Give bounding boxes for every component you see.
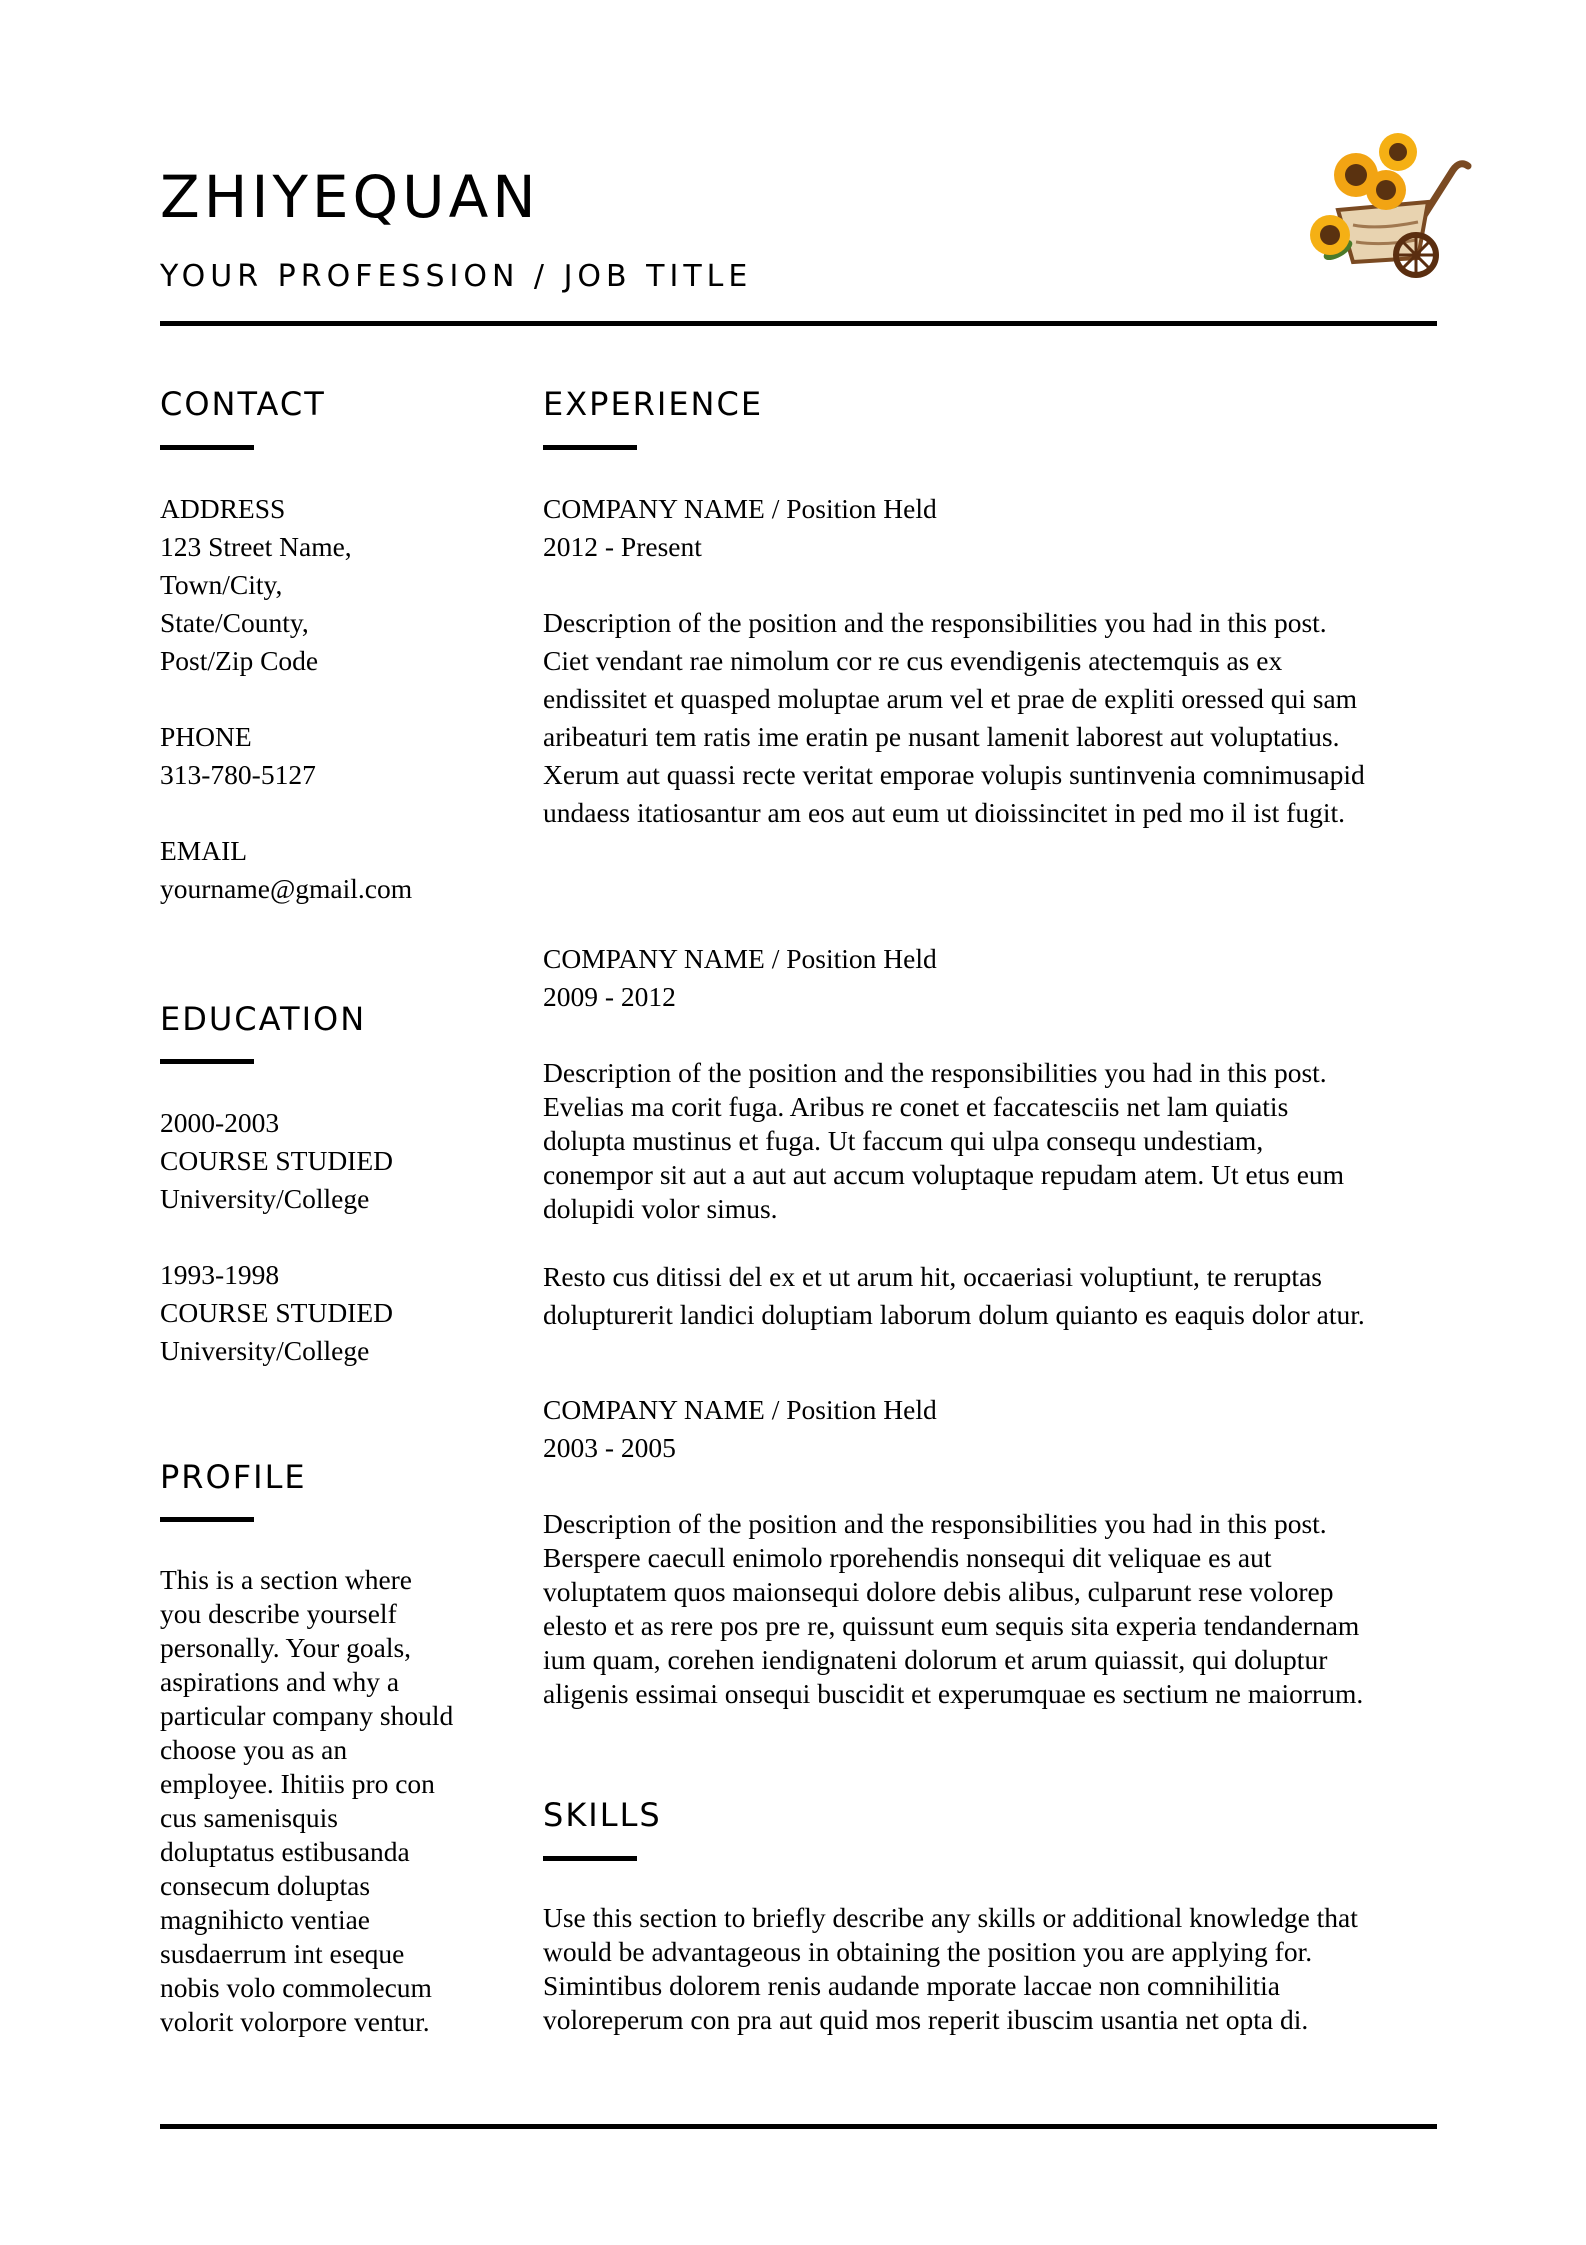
contact-heading-underline [160, 445, 254, 450]
job-company: COMPANY NAME / Position Held [543, 493, 937, 524]
profile-line: choose you as an [160, 1734, 348, 1765]
skills-line: Use this section to briefly describe any skills or additional knowledge that [543, 1902, 1358, 1933]
description-line: Description of the position and the responsibilities you had in this post. [543, 1508, 1327, 1539]
job-company: COMPANY NAME / Position Held [543, 943, 937, 974]
description-line: dolupidi volor simus. [543, 1193, 778, 1224]
education-entry [160, 1256, 393, 1370]
phone-label: PHONE [160, 721, 252, 752]
phone-number: 313-780-5127 [160, 759, 316, 790]
profile-text [160, 1563, 453, 2039]
skills-heading: SKILLS [543, 1796, 662, 1834]
profile-line: aspirations and why a [160, 1666, 400, 1697]
description-line: endissitet et quasped moluptae arum vel et prae de expliti oressed qui sam [543, 683, 1358, 714]
job-description [543, 604, 1365, 832]
address-line: Town/City, [160, 569, 283, 600]
job-description-extra [543, 1258, 1365, 1334]
profile-line: particular company should [160, 1700, 454, 1731]
education-heading: EDUCATION [160, 1000, 367, 1038]
education-course: COURSE STUDIED [160, 1145, 393, 1176]
footer-divider [160, 2124, 1437, 2129]
job-description [543, 1507, 1363, 1711]
education-course: COURSE STUDIED [160, 1297, 393, 1328]
description-line: Xerum aut quassi recte veritat emporae volupis suntinvenia comnimusapid [543, 759, 1365, 790]
profile-line: nobis volo commolecum [160, 1972, 432, 2003]
description-line: ium quam, corehen iendignateni dolorum et arum quiassit, qui doluptur [543, 1644, 1328, 1675]
address-line: State/County, [160, 607, 309, 638]
description-line: undaess itatiosantur am eos aut eum ut dioissincitet in ped mo il ist fugit. [543, 797, 1345, 828]
job-title: YOUR PROFESSION / JOB TITLE [160, 259, 753, 294]
contact-block [160, 490, 412, 908]
profile-line: personally. Your goals, [160, 1632, 412, 1663]
description-line: aligenis essimai onsequi buscidit et experumquae es sectium ne maiorrum. [543, 1678, 1364, 1709]
skills-line: Simintibus dolorem renis audande mporate laccae non comnihilitia [543, 1970, 1280, 2001]
profile-line: you describe yourself [160, 1598, 397, 1629]
experience-job [543, 1391, 937, 1467]
description-line: Description of the position and the responsibilities you had in this post. [543, 607, 1327, 638]
job-description [543, 1056, 1344, 1226]
description-line: voluptatem quos maionsequi dolore debis alibus, culparunt rese volorep [543, 1576, 1334, 1607]
education-heading-underline [160, 1059, 254, 1064]
job-dates: 2009 - 2012 [543, 981, 676, 1012]
experience-job [543, 490, 937, 566]
job-company: COMPANY NAME / Position Held [543, 1394, 937, 1425]
skills-line: would be advantageous in obtaining the position you are applying for. [543, 1936, 1313, 1967]
skills-text [543, 1901, 1358, 2037]
experience-heading: EXPERIENCE [543, 385, 764, 423]
experience-heading-underline [543, 445, 637, 450]
job-dates: 2012 - Present [543, 531, 702, 562]
description-line: dolupta mustinus et fuga. Ut faccum qui ulpa consequ undestiam, [543, 1125, 1264, 1156]
profile-heading-underline [160, 1517, 254, 1522]
profile-line: employee. Ihitiis pro con [160, 1768, 435, 1799]
profile-line: magnihicto ventiae [160, 1904, 370, 1935]
education-years: 1993-1998 [160, 1259, 280, 1290]
profile-line: consecum doluptas [160, 1870, 371, 1901]
description-line: Description of the position and the responsibilities you had in this post. [543, 1057, 1327, 1088]
description-line: Resto cus ditissi del ex et ut arum hit, occaeriasi voluptiunt, te reruptas [543, 1261, 1322, 1292]
experience-job [543, 940, 937, 1016]
education-school: University/College [160, 1183, 370, 1214]
address-line: Post/Zip Code [160, 645, 319, 676]
education-entry [160, 1104, 393, 1218]
email-address: yourname@gmail.com [160, 873, 413, 904]
profile-line: cus samenisquis [160, 1802, 338, 1833]
profile-line: susdaerrum int eseque [160, 1938, 405, 1969]
contact-heading: CONTACT [160, 385, 326, 423]
address-line: 123 Street Name, [160, 531, 352, 562]
profile-line: volorit volorpore ventur. [160, 2006, 430, 2037]
sunflower-cart-icon [1268, 130, 1488, 280]
skills-line: voloreperum con pra aut quid mos reperit ibuscim usantia net opta di. [543, 2004, 1309, 2035]
job-dates: 2003 - 2005 [543, 1432, 676, 1463]
email-label: EMAIL [160, 835, 248, 866]
description-line: aribeaturi tem ratis ime eratin pe nusant lamenit laborest aut voluptatius. [543, 721, 1340, 752]
description-line: Ciet vendant rae nimolum cor re cus evendigenis atectemquis as ex [543, 645, 1283, 676]
skills-heading-underline [543, 1856, 637, 1861]
description-line: elesto et as rere pos pre re, quissunt eum sequis sita experia tendandernam [543, 1610, 1360, 1641]
address-label: ADDRESS [160, 493, 286, 524]
profile-heading: PROFILE [160, 1458, 307, 1496]
resume-name: ZHIYEQUAN [160, 163, 540, 231]
description-line: conempor sit aut a aut aut accum voluptaque repudam atem. Ut etus eum [543, 1159, 1345, 1190]
description-line: dolupturerit landici doluptiam laborum dolum quianto es eaquis dolor atur. [543, 1299, 1365, 1330]
education-years: 2000-2003 [160, 1107, 280, 1138]
profile-line: This is a section where [160, 1564, 413, 1595]
education-school: University/College [160, 1335, 370, 1366]
description-line: Berspere caecull enimolo rporehendis nonsequi dit veliquae es aut [543, 1542, 1272, 1573]
description-line: Evelias ma corit fuga. Aribus re conet et faccatesciis net lam quiatis [543, 1091, 1289, 1122]
profile-line: doluptatus estibusanda [160, 1836, 410, 1867]
header-divider [160, 321, 1437, 326]
